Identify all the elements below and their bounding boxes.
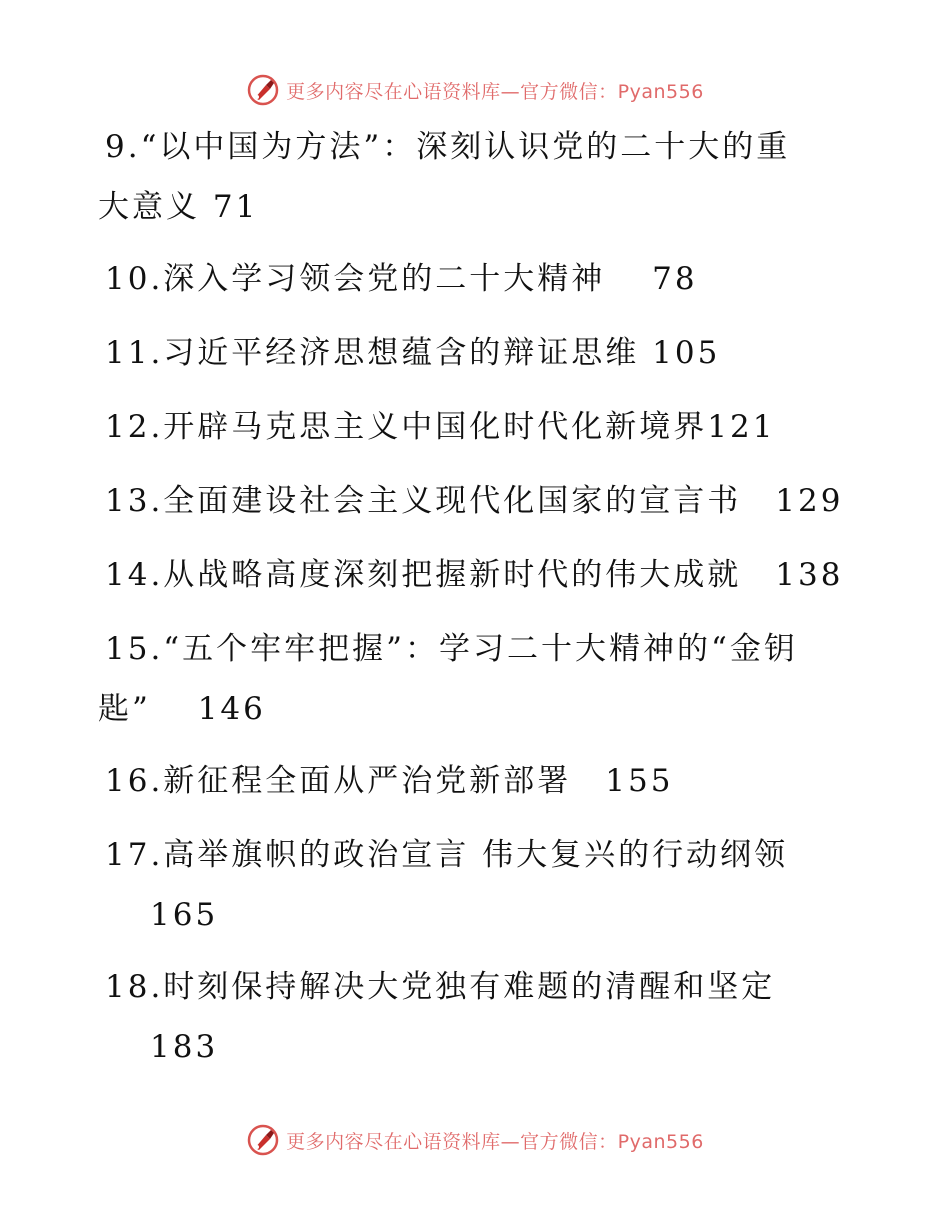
watermark-footer <box>0 1120 950 1160</box>
toc-entry-10: 10.深入学习领会党的二十大精神 78 <box>105 261 698 297</box>
toc-entry-9-continued: 大意义 71 <box>98 189 259 225</box>
toc-entry-15: 15.“五个牢牢把握”：学习二十大精神的“金钥 <box>105 631 798 667</box>
watermark-header <box>0 70 950 110</box>
toc-entry-16: 16.新征程全面从严治党新部署 155 <box>105 763 674 799</box>
toc-entry-18-continued: 183 <box>150 1029 219 1065</box>
toc-entry-11: 11.习近平经济思想蕴含的辩证思维 105 <box>105 335 721 371</box>
toc-entry-15-continued: 匙” 146 <box>98 691 266 727</box>
pen-logo-icon <box>246 73 280 107</box>
toc-entry-14: 14.从战略高度深刻把握新时代的伟大成就 138 <box>105 557 844 593</box>
toc-entry-12: 12.开辟马克思主义中国化时代化新境界121 <box>105 409 776 445</box>
toc-entry-17-continued: 165 <box>150 897 219 933</box>
pen-logo-icon <box>246 1123 280 1157</box>
watermark-text: 更多内容尽在心语资料库—官方微信：Pyan556 <box>286 1130 704 1153</box>
watermark-text: 更多内容尽在心语资料库—官方微信：Pyan556 <box>286 80 704 103</box>
toc-entry-18: 18.时刻保持解决大党独有难题的清醒和坚定 <box>105 969 776 1005</box>
toc-entry-17: 17.高举旗帜的政治宣言 伟大复兴的行动纲领 <box>105 837 789 873</box>
toc-entry-9: 9.“以中国为方法”：深刻认识党的二十大的重 <box>105 129 791 165</box>
toc-entry-13: 13.全面建设社会主义现代化国家的宣言书 129 <box>105 483 844 519</box>
